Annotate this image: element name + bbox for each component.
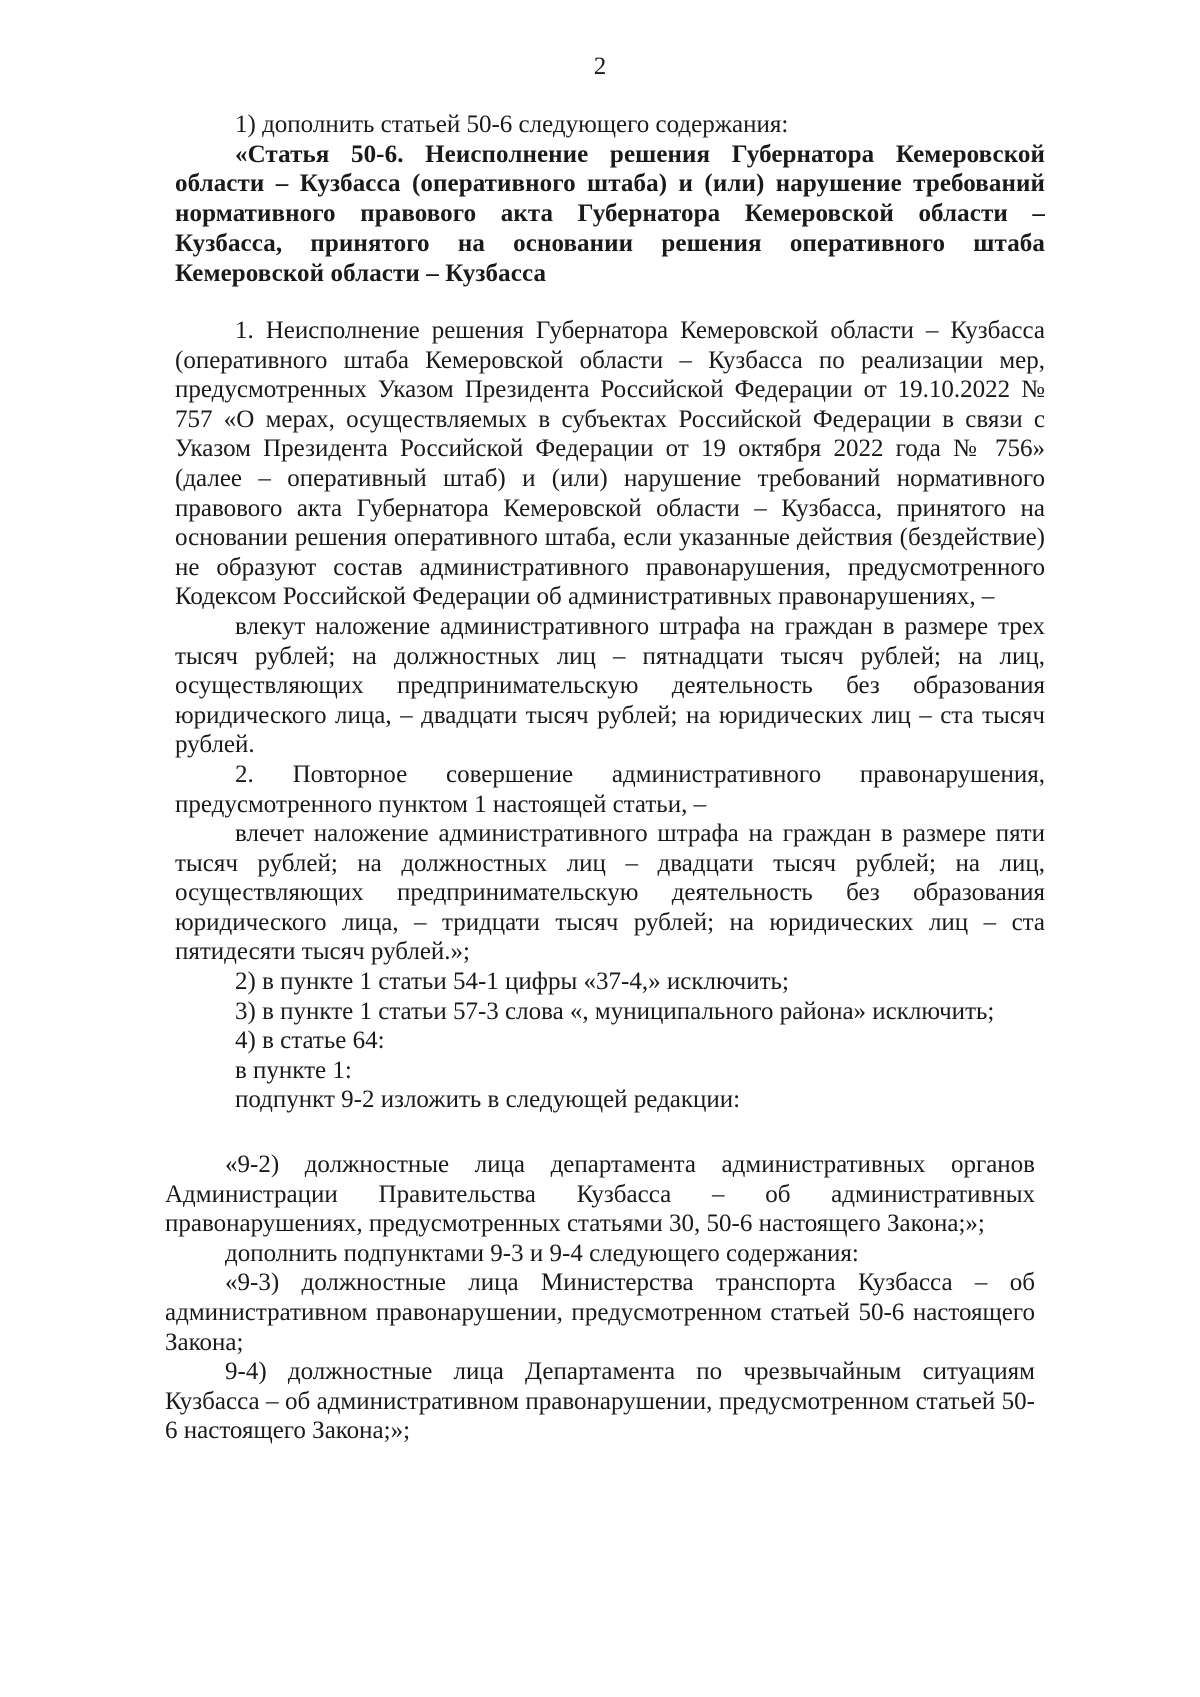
article-intro-block <box>175 110 1045 289</box>
article-tail-block <box>165 1150 1035 1446</box>
paragraph-amendment-2: 2) в пункте 1 статьи 54-1 цифры «37-4,» исключить; <box>235 968 789 996</box>
paragraph-add-subpoints: дополнить подпунктами 9-3 и 9-4 следующего содержания: <box>225 1239 859 1267</box>
paragraph-subpoint-9-2: «9-2) должностные лица департамента административных органов Администрации Правительства Кузбасса – об административных правонарушениях, предусмотренных статьями 30, 50-6 настоящего Закона;»; <box>165 1151 1035 1238</box>
paragraph-point-1: 1. Неисполнение решения Губернатора Кемеровской области – Кузбасса (оперативного штаба Кемеровской области – Кузбасса по реализации мер, предусмотренных Указом Президента Российской Федерации от 19.10.2022 № 757 «О мерах, осуществляемых в субъектах Российской Федерации в связи с Указом Президента Российской Федерации от 19 октября 2022 года № 756» (далее – оперативный штаб) и (или) нарушение требований нормативного правового акта Губернатора Кемеровской области – Кузбасса, принятого на основании решения оперативного штаба, если указанные действия (бездействие) не образуют состав административного правонарушения, предусмотренного Кодексом Российской Федерации об административных правонарушениях, – <box>175 317 1045 611</box>
paragraph-subpoint-9-3: «9-3) должностные лица Министерства транспорта Кузбасса – об административном правонарушении, предусмотренном статьей 50-6 настоящего Закона; <box>165 1269 1035 1356</box>
paragraph-amendment-4: 4) в статье 64: <box>235 1027 385 1055</box>
paragraph-point-2: 2. Повторное совершение административного правонарушения, предусмотренного пунктом 1 настоящей статьи, – <box>175 760 1045 818</box>
paragraph-penalty-1: влекут наложение административного штрафа на граждан в размере трех тысяч рублей; на должностных лиц – пятнадцати тысяч рублей; на лиц, осуществляющих предпринимательскую деятельность без образования юридического лица, – двадцати тысяч рублей; на юридических лиц – ста тысяч рублей. <box>175 612 1045 759</box>
intro-paragraph: 1) дополнить статьей 50-6 следующего содержания: <box>235 111 789 138</box>
article-body-block <box>175 316 1045 1115</box>
paragraph-point-1-of-64: в пункте 1: <box>235 1056 352 1084</box>
article-heading: «Статья 50-6. Неисполнение решения Губернатора Кемеровской области – Кузбасса (оперативного штаба) и (или) нарушение требований нормативного правового акта Губернатора Кемеровской области – Кузбасса, принятого на основании решения оперативного штаба Кемеровской области – Кузбасса <box>175 140 1045 287</box>
paragraph-amendment-3: 3) в пункте 1 статьи 57-3 слова «, муниципального района» исключить; <box>235 997 995 1025</box>
paragraph-subpoint-9-2-intro: подпункт 9-2 изложить в следующей редакции: <box>235 1086 741 1114</box>
paragraph-subpoint-9-4: 9-4) должностные лица Департамента по чрезвычайным ситуациям Кузбасса – об административном правонарушении, предусмотренном статьей 50-6 настоящего Закона;»; <box>165 1358 1035 1445</box>
page-number: 2 <box>593 53 607 80</box>
paragraph-penalty-2: влечет наложение административного штрафа на граждан в размере пяти тысяч рублей; на должностных лиц – двадцати тысяч рублей; на лиц, осуществляющих предпринимательскую деятельность без образования юридического лица, – тридцати тысяч рублей; на юридических лиц – ста пятидесяти тысяч рублей.»; <box>175 820 1045 966</box>
